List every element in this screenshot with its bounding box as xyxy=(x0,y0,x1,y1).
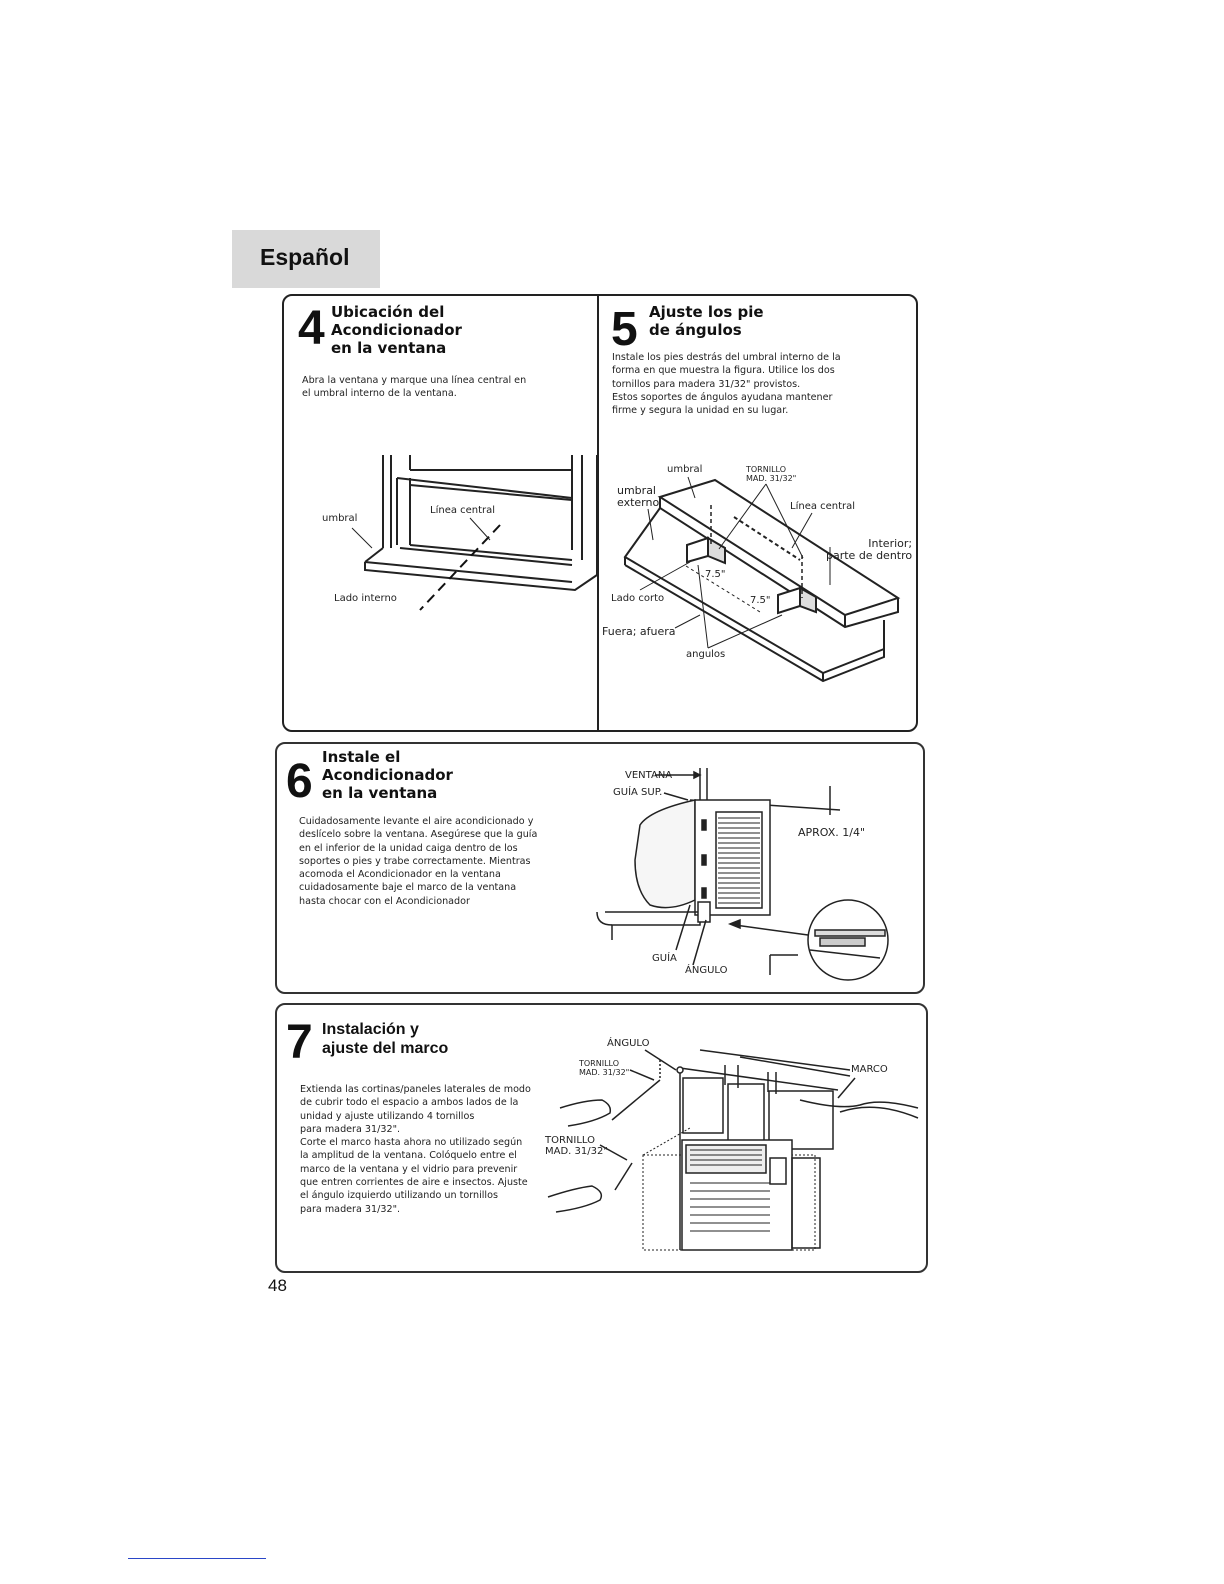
language-label: Español xyxy=(260,244,350,270)
step4-label-umbral: umbral xyxy=(322,513,358,524)
step5-label-umbral: umbral xyxy=(667,464,703,475)
step7-title: Instalación y ajuste del marco xyxy=(322,1021,449,1057)
step4-label-linea-central: Línea central xyxy=(430,505,496,516)
step6-label-ventana: VENTANA xyxy=(625,770,673,781)
step7-body: Extienda las cortinas/paneles laterales de modo de cubrir todo el espacio a ambos lados de la unidad y ajuste utilizando 4 tornillos para madera 31/32". Corte el marco hasta ahora no utilizado según la amplitud de la ventana. Colóquelo entre el marco de la ventana y el vidrio para prevenir que entren corrientes de aire e insectos. Ajuste el ángulo izquierdo utilizando un tornillos para madera 31/32". xyxy=(300,1084,531,1215)
step5-label-dim2: 7.5" xyxy=(750,595,771,606)
step6-label-guia-sup: GUÍA SUP. xyxy=(613,787,663,798)
step4-title: Ubicación del Acondicionador en la ventana xyxy=(331,303,462,357)
step5-body: Instale los pies destrás del umbral interno de la forma en que muestra la figura. Utilice los dos tornillos para madera 31/32" provistos. Estos soportes de ángulos ayudana mantener firme y segura la unidad en su lugar. xyxy=(612,352,841,417)
step7-label-tornillo-top: TORNILLO MAD. 31/32" xyxy=(579,1059,630,1077)
page-number: 48 xyxy=(268,1276,287,1295)
step5-label-interior: Interior; parte de dentro xyxy=(826,537,913,562)
step5-label-lado-corto: Lado corto xyxy=(611,593,665,604)
step6-label-aprox: APROX. 1/4" xyxy=(798,826,866,839)
step7-label-angulo: ÁNGULO xyxy=(607,1038,650,1049)
step7-label-marco: MARCO xyxy=(851,1064,888,1075)
step5-label-fuera: Fuera; afuera xyxy=(602,625,676,638)
step5-label-linea-central: Línea central xyxy=(790,501,856,512)
step6-body: Cuidadosamente levante el aire acondicionado y deslícelo sobre la ventana. Asegúrese que la guía en el inferior de la unidad caiga dentro de los soportes o pies y trabe correctamente. Mientras acomoda el Acondicionador en la ventana cuidadosamente baje el marco de la ventana hasta chocar con el Acondicionador xyxy=(299,816,538,907)
step6-number: 6 xyxy=(286,755,313,808)
step5-label-umbral-externo: umbral externo xyxy=(617,484,660,509)
step4-number: 4 xyxy=(298,302,325,355)
step4-label-lado-interno: Lado interno xyxy=(334,593,397,604)
step5-label-angulos: angulos xyxy=(686,649,726,660)
footer-line xyxy=(128,1558,266,1559)
step5-title: Ajuste los pie de ángulos xyxy=(649,303,764,339)
step5-label-dim1: 7.5" xyxy=(705,569,726,580)
step6-title: Instale el Acondicionador en la ventana xyxy=(322,748,453,802)
step6-label-angulo: ÁNGULO xyxy=(685,965,728,976)
step7-label-tornillo-mid: TORNILLO MAD. 31/32" xyxy=(545,1135,608,1157)
step7-number: 7 xyxy=(286,1016,313,1069)
step5-number: 5 xyxy=(611,303,638,356)
step6-label-guia: GUÍA xyxy=(652,953,677,964)
step4-body: Abra la ventana y marque una línea central en el umbral interno de la ventana. xyxy=(302,375,527,400)
step5-label-tornillo: TORNILLO MAD. 31/32" xyxy=(746,465,797,483)
